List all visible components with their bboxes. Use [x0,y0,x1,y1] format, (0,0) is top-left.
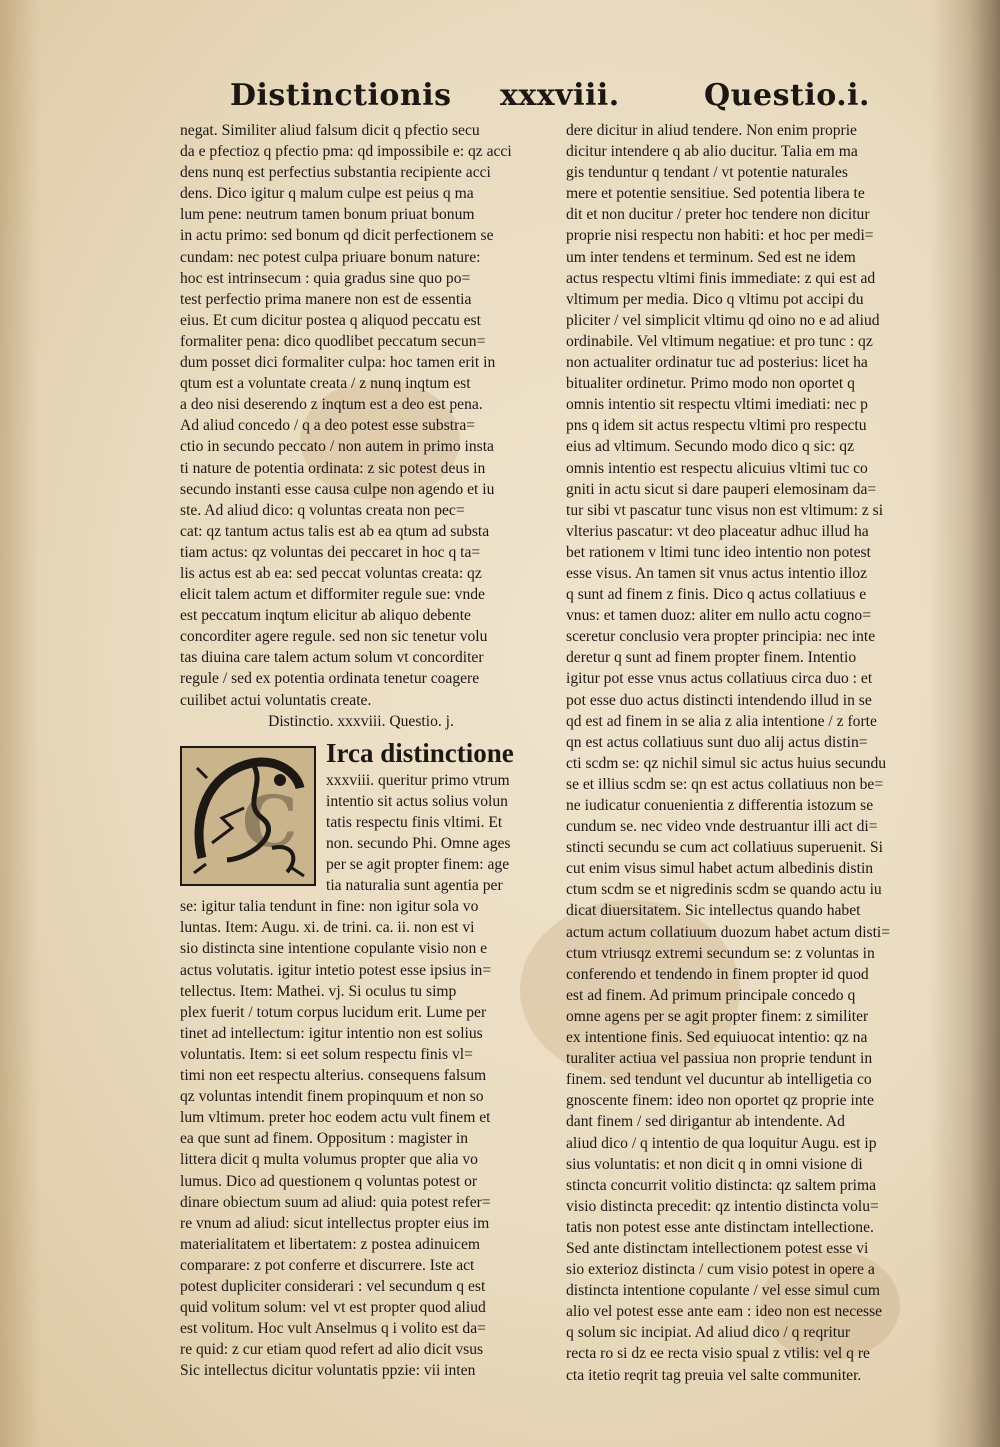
right-text-column [566,120,928,1386]
text-line: in actu primo: sed bonum qd dicit perfectionem se [180,227,494,245]
text-line: a deo nisi deserendo z inqtum est a deo est pena. [180,396,483,414]
text-line: per se agit propter finem: age [326,856,510,874]
text-line: regule / sed ex potentia ordinata tenetur coagere [180,670,480,688]
text-line: ne iudicatur conuenientia z differentia istozum se [566,797,874,814]
text-line: lum pene: neutrum tamen bonum priuat bonum [180,206,475,224]
text-line: est volitum. Hoc vult Anselmus q i volito est da= [180,1320,486,1338]
text-line: tellectus. Item: Mathei. vj. Si oculus tu simp [180,982,457,1000]
text-line: gis tenduntur q tendant / vt potentie naturales [566,164,848,182]
text-line: actum actum collatiuum duozum habet actum disti= [566,923,891,941]
text-line: stincta concurrit volitio distincta: qz saltem prima [566,1176,877,1194]
text-line: elicit talem actum et difformiter regule sue: vnde [180,586,485,604]
text-line: sio distincta sine intentione copulante visio non e [180,940,488,958]
text-line: deretur q sunt ad finem propter finem. Intentio [566,649,857,667]
text-line: luntas. Item: Augu. xi. de trini. ca. ii. non est vi [180,919,475,937]
page-left-edge [0,0,40,1447]
text-line: eius. Et cum dicitur postea q aliquod peccatu est [180,311,481,329]
text-line: alio vel potest esse ante eam : ideo non est necesse [566,1303,883,1321]
text-line: Ad aliud concedo / q a deo potest esse substra= [180,417,476,435]
text-line: proprie nisi respectu non habiti: et hoc per medi= [566,227,874,245]
decorated-initial [180,746,316,886]
text-line: re vnum ad aliud: sicut intellectus propter eius im [180,1214,490,1232]
text-line: dere dicitur in aliud tendere. Non enim proprie [566,122,857,139]
text-line: secundo instanti esse causa culpe non agendo et iu [180,480,495,498]
left-text-column [180,120,542,1381]
text-line: q solum sic incipiat. Ad aliud dico / q reqritur [566,1324,851,1342]
text-line: negat. Similiter aliud falsum dicit q pfectio secu [180,122,480,139]
text-line: formaliter pena: dico quodlibet peccatum secun= [180,332,486,350]
text-line: recta ro si dz ee recta visio spual z vtilis: vel q re [566,1345,870,1363]
text-line: re quid: z cur etiam quod refert ad alio dicit vsus [180,1341,484,1359]
text-line: vlterius pascatur: vt deo placeatur adhuc illud ha [566,522,869,540]
text-line: vltimum per media. Dico q vltimu pot accipi du [566,290,864,308]
text-line: ste. Ad aliud dico: q voluntas creata non pec= [180,501,465,519]
section-heading: Distinctio. xxxviii. Questio. j. [268,712,454,730]
text-line: omnis intentio est respectu alicuius vltimi tuc co [566,459,868,477]
text-line: hoc est intrinsecum : quia gradus sine quo po= [180,269,471,287]
text-line: finem. sed tendunt vel ducuntur ab intelligetia co [566,1071,872,1089]
text-line: igitur pot esse vnus actus collatiuus circa duo : et [566,670,873,688]
text-line: intentio sit actus solius volun [326,792,508,810]
text-line: aliud dico / q intentio de qua loquitur Augu. est ip [566,1134,877,1152]
text-line: omnis intentio sit respectu vltimi imediati: nec p [566,396,868,414]
text-line: pot esse duo actus distincti intendendo illud in se [566,691,872,709]
text-line: tinet ad intellectum: igitur intentio non est solius [180,1024,483,1042]
text-line: ex intentione finis. Sed equiuocat intentio: qz na [566,1029,868,1047]
text-line: dinare obiectum suum ad aliud: quia potest refer= [180,1193,491,1211]
text-line: cundum se. nec video vnde destruantur illi act di= [566,818,878,836]
text-line: qn est actus collatiuus sunt duo alij actus distin= [566,733,868,751]
text-line: cti scdm se: qz nichil simul sic actus huius secundu [566,754,887,772]
text-line: non. secundo Phi. Omne ages [326,835,511,852]
text-line: quid volitum solum: vel vt est propter quod aliud [180,1299,486,1317]
text-line: Sed ante distinctam intellectionem potest esse vi [566,1239,869,1257]
text-line: tatis respectu finis vltimi. Et [326,813,503,831]
text-line: ti nature de potentia ordinata: z sic potest deus in [180,459,486,477]
text-line: lis actus est ab ea: sed peccat voluntas creata: qz [180,564,482,582]
text-line: test perfectio prima manere non est de essentia [180,290,472,308]
text-line: dens nunq est perfectius substantia recipiente acci [180,164,491,182]
text-line: dant finem / sed dirigantur ab intendente. Ad [566,1113,845,1131]
text-line: est ad finem. Ad primum principale concedo q [566,986,856,1004]
text-line: lumus. Dico ad questionem q voluntas potest or [180,1172,478,1190]
text-line: ordinabile. Vel vltimum negatiue: et pro tunc : qz [566,332,873,350]
text-line: q sunt ad finem z finis. Dico q actus collatiuus e [566,586,867,604]
text-line: ctio in secundo peccato / non autem in primo insta [180,438,494,456]
text-line: est peccatum inqtum elicitur ab aliquo debente [180,607,471,625]
text-line: cta itetio reqrit tag preuia vel salte communiter. [566,1366,862,1384]
text-line: dicitur intendere q ab alio ducitur. Talia em ma [566,143,858,161]
chapter-opening-line: Irca distinctione [326,737,514,768]
text-line: sceretur conclusio vera propter principia: nec inte [566,628,876,646]
text-line: qz voluntas intendit finem propinquum et non so [180,1088,484,1106]
text-line: ctum vtriusqz extremi secundum se: z voluntas in [566,944,875,962]
text-line: bitualiter ordinetur. Primo modo non oportet q [566,375,855,393]
running-head-center: xxxviii. [500,78,620,113]
text-line: cundam: nec potest culpa priuare bonum nature: [180,248,481,266]
text-line: da e pfectioz q pfectio pma: qd impossibile e: qz acci [180,143,512,161]
text-line: sius voluntatis: et non dicit q in omni visione di [566,1155,863,1173]
text-line: vnus: et tamen duoz: aliter em nullo actu cogno= [566,607,871,625]
text-line: actus respectu vltimi finis immediate: z qui est ad [566,269,876,287]
svg-text:C: C [242,779,298,863]
text-line: gnoscente finem: ideo non oportet qz proprie inte [566,1092,874,1110]
text-line: cat: qz tantum actus talis est ab ea qtum ad substa [180,522,490,540]
text-line: actus volutatis. igitur intetio potest esse ipsius in= [180,961,492,979]
text-line: comparare: z pot conferre et discurrere. Iste act [180,1256,475,1274]
text-line: littera dicit q multa volumus propter que alia vo [180,1151,478,1169]
text-line: plex fuerit / totum corpus lucidum erit. Lume per [180,1003,487,1021]
text-line: tas diuina care talem actum solum vt concorditer [180,649,484,667]
text-line: mere et potentie sensitiue. Sed potentia libera te [566,185,865,203]
text-line: voluntatis. Item: si eet solum respectu finis vl= [180,1045,473,1063]
text-line: ctum scdm se et nigredinis scdm se quando actu iu [566,881,882,899]
text-line: cut enim visus simul habet actum albedinis distin [566,860,874,878]
text-line: timi non eet respectu alterius. consequens falsum [180,1067,487,1085]
text-line: pliciter / vel simplicit vltimu qd oino no e ad aliud [566,311,880,329]
initial-block [180,738,542,897]
text-line: tia naturalia sunt agentia per [326,877,503,895]
text-line: bet rationem v ltimi tunc ideo intentio non potest [566,543,871,561]
text-line: xxxviii. queritur primo vtrum [326,771,510,789]
text-line: esse visus. An tamen sit vnus actus intentio illoz [566,564,868,582]
text-line: omne agens per se agit propter finem: z similiter [566,1007,869,1025]
right-column-text [566,120,928,1386]
text-line: pns q idem sit actus respectu vltimi pro respectu [566,417,867,435]
text-line: se: igitur talia tendunt in fine: non igitur sola vo [180,898,479,916]
running-head [230,78,870,118]
running-head-left: Distinctionis [230,78,452,113]
text-line: materialitatem et libertatem: z postea adinuicem [180,1235,481,1253]
text-line: tatis non potest esse ante distinctam intellectione. [566,1218,874,1236]
text-line: stincti secundu se cum act collatiuus superuenit. Si [566,839,884,857]
text-line: dicat diuersitatem. Sic intellectus quando habet [566,902,861,920]
text-line: visio distincta precedit: qz intentio distincta volu= [566,1197,879,1215]
text-line: conferendo et tendendo in finem propter id quod [566,965,869,983]
text-line: um inter tendens et terminum. Sed est ne idem [566,248,856,266]
text-line: concorditer agere regule. sed non sic tenetur volu [180,628,488,646]
text-line: dum posset dici formaliter culpa: hoc tamen erit in [180,354,496,372]
text-line: qtum est a voluntate creata / z nunq inqtum est [180,375,471,393]
text-line: tur sibi vt pascatur tunc visus non est vltimum: z si [566,501,884,519]
text-line: non actualiter ordinatur tuc ad posterius: licet ha [566,354,868,372]
binding-gutter-shadow [930,0,1000,1447]
left-column-bottom-text [180,896,542,1381]
text-line: eius ad vltimum. Secundo modo dico q sic: qz [566,438,855,456]
text-line: se et illius scdm se: qn est actus collatiuus non be= [566,775,884,793]
text-line: tiam actus: qz voluntas dei peccaret in hoc q ta= [180,543,481,561]
text-line: dens. Dico igitur q malum culpe est peius q ma [180,185,474,203]
left-column-top-text [180,120,542,711]
dragon-initial-icon [182,748,314,884]
text-line: dit et non ducitur / preter hoc tendere non dicitur [566,206,870,224]
text-line: gniti in actu sicut si dare pauperi elemosinam da= [566,480,877,498]
text-line: potest dupliciter considerari : vel secundum q est [180,1277,486,1295]
text-line: turaliter actiua vel passiua non proprie tendunt in [566,1050,873,1068]
running-head-right: Questio.i. [704,78,870,113]
text-line: qd est ad finem in se alia z alia intentione / z forte [566,712,877,730]
text-line: cuilibet actui voluntatis create. [180,691,372,709]
text-line: ea que sunt ad finem. Oppositum : magister in [180,1130,468,1148]
text-line: sio exterioz distincta / cum visio potest in opere a [566,1261,875,1279]
text-line: lum vltimum. preter hoc eodem actu vult finem et [180,1109,491,1127]
text-line: distincta intentione copulante / vel esse simul cum [566,1282,880,1300]
text-line: Sic intellectus dicitur voluntatis ppzie: vii inten [180,1362,476,1380]
